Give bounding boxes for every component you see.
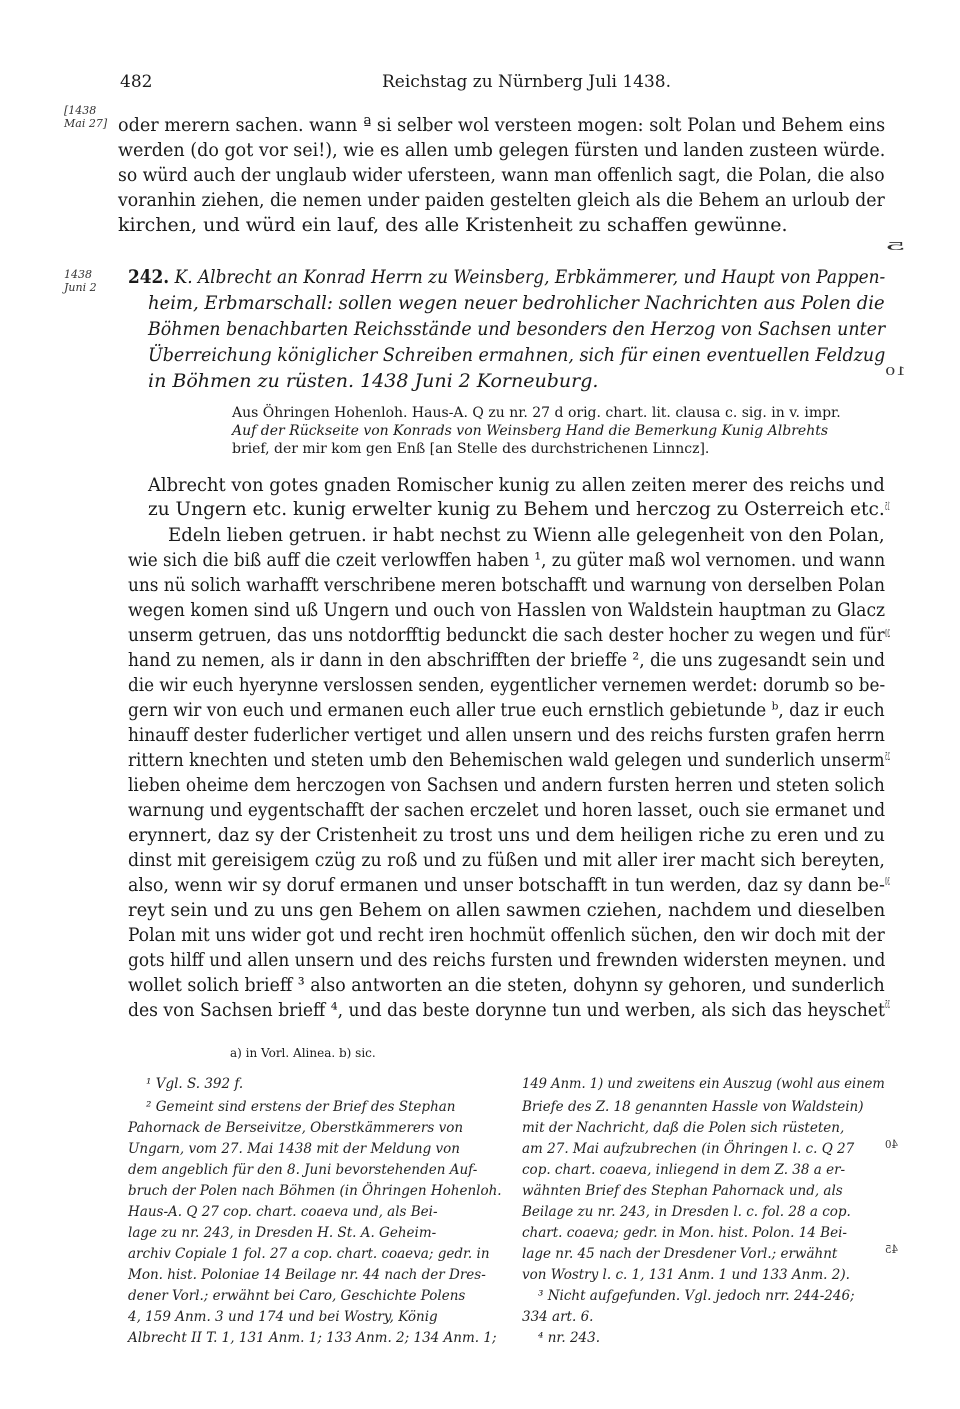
margin-date-line: [1438: [64, 104, 97, 117]
line-number: 10: [885, 365, 906, 378]
line-number: 25: [885, 750, 890, 763]
footnote-line: Ungarn, vom 27. Mai 1438 mit der Meldung von: [128, 1141, 460, 1157]
heading-line: heim, Erbmarschall: sollen wegen neuer bedrohlicher Nachrichten aus Polen die: [148, 292, 885, 314]
footnote-line: wähnten Brief des Stephan Pahornack und, als: [522, 1183, 843, 1199]
text-line: hand zu nemen, als ir dann in den abschrifften der brieffe ², die uns zugesandt sein und: [128, 649, 886, 671]
footnote-line: ⁴ nr. 243.: [538, 1330, 601, 1346]
footnote-line: am 27. Mai aufzubrechen (in Öhringen l. c. Q 27: [522, 1141, 855, 1157]
margin-date-note: [64, 104, 107, 130]
line-number: 20: [885, 627, 890, 640]
text-line: wollet solich brieff ³ also antworten an die steten, dohynn sy gehoren, und sunderlich: [128, 974, 885, 996]
text-line: also, wenn wir sy doruf ermanen und unser botschafft in tun werden, daz sy dann be-: [128, 874, 885, 896]
footnote-line: Briefe des Z. 18 genannten Hassle von Waldstein): [522, 1099, 864, 1115]
footnote-line: ² Gemeint sind erstens der Brief des Stephan: [146, 1099, 456, 1115]
footnote-line: 149 Anm. 1) und zweitens ein Auszug (wohl aus einem: [522, 1076, 885, 1092]
line-number: 45: [884, 1243, 898, 1256]
text-line: wegen komen sind uß Ungern und ouch von Hasslen von Waldstein hauptman zu Glacz: [128, 599, 886, 621]
text-line: unserm getruen, das uns notdorfftig bedunckt die sach dester hocher zu wegen und für: [128, 624, 885, 646]
margin-date-line: Juni 2: [64, 281, 97, 294]
text-line: oder merern sachen. wann ª si selber wol versteen mogen: solt Polan und Behem eins: [118, 114, 886, 136]
heading-line: Überreichung königlicher Schreiben ermahnen, sich für einen eventuellen Feldzug: [148, 344, 886, 366]
text-line: warnung und eygentschafft der sachen erczelet und horen lasset, ouch sie ermanet und: [128, 799, 886, 821]
text-line: gern wir von euch und ermanen euch aller true euch ernstlich gebietunde ᵇ, daz ir euch: [128, 699, 885, 721]
footnote-line: 334 art. 6.: [522, 1309, 594, 1325]
footnote-line: 4, 159 Anm. 3 und 174 und bei Wostry, König: [128, 1309, 438, 1325]
footnote-line: ¹ Vgl. S. 392 f.: [146, 1076, 244, 1092]
footnote-line: Pahornack de Berseivitze, Oberstkämmerers von: [128, 1120, 464, 1136]
text-line: voranhin ziehen, die nemen under paiden gestelten gleich als die Behem an urloub der: [118, 189, 885, 211]
text-line: reyt sein und zu uns gen Behem on allen sawmen cziehen, nachdem und dieselben: [128, 899, 886, 921]
footnote-line: dem angeblich für den 8. Juni bevorstehenden Auf-: [128, 1162, 478, 1178]
critical-apparatus: a) in Vorl. Alinea. b) sic.: [230, 1046, 376, 1060]
text-line: des von Sachsen brieff ⁴, und das beste dorynne tun und werben, als sich das heyschet: [128, 999, 885, 1021]
footnote-line: ³ Nicht aufgefunden. Vgl. jedoch nrr. 244-246;: [538, 1288, 855, 1304]
footnote-line: Mon. hist. Poloniae 14 Beilage nr. 44 nach der Dres-: [128, 1267, 486, 1283]
text-line: uns nü solich warhafft verschribene meren botschafft und warnung von derselben Polan: [128, 574, 885, 596]
text-line: Albrecht von gotes gnaden Romischer kunig zu allen zeiten merer des reichs und: [148, 474, 885, 496]
margin-date-line: Mai 27]: [64, 117, 108, 130]
text-line: so würd auch der unglaub wider ufersteen, wann man offenlich sagt, die Polan, die also: [118, 164, 885, 186]
footnote-line: von Wostry l. c. 1, 131 Anm. 1 und 133 Anm. 2).: [522, 1267, 850, 1283]
line-number: 15: [885, 500, 890, 513]
footnote-line: mit der Nachricht, daß die Polen sich rüsteten,: [522, 1120, 845, 1136]
footnote-line: Haus-A. Q 27 cop. chart. coaeva und, als Bei-: [128, 1204, 438, 1220]
footnote-line: lage zu nr. 243, in Dresden H. St. A. Geheim-: [128, 1225, 437, 1241]
text-line: lieben oheime dem herczogen von Sachsen und andern fursten herren und steten solich: [128, 774, 885, 796]
source-note: Auf der Rückseite von Konrads von Weinsberg Hand die Bemerkung Kunig Albrehts: [232, 423, 829, 439]
text-line: kirchen, und würd ein lauf, des alle Kristenheit zu schaffen gewünne.: [118, 214, 788, 236]
margin-date-line: 1438: [64, 268, 92, 281]
footnote-line: cop. chart. coaeva, inliegend in dem Z. 38 a er-: [522, 1162, 846, 1178]
footnote-line: Beilage zu nr. 243, in Dresden l. c. fol. 28 a cop.: [522, 1204, 851, 1220]
source-note: Aus Öhringen Hohenloh. Haus-A. Q zu nr. 27 d orig. chart. lit. clausa c. sig. in v. impr.: [232, 405, 841, 421]
line-number: 40: [884, 1138, 898, 1151]
footnote-line: dener Vorl.; erwähnt bei Caro, Geschichte Polens: [128, 1288, 466, 1304]
text-line: zu Ungern etc. kunig erwelter kunig zu Behem und herczog zu Osterreich etc.: [148, 498, 885, 520]
line-number: 5: [885, 240, 906, 253]
footnote-line: bruch der Polen nach Böhmen (in Öhringen Hohenloh.: [128, 1183, 502, 1199]
footnote-line: lage nr. 45 nach der Dresdener Vorl.; erwähnt: [522, 1246, 838, 1262]
footnote-line: chart. coaeva; gedr. in Mon. hist. Polon. 14 Bei-: [522, 1225, 847, 1241]
line-number: 30: [885, 875, 890, 888]
text-line: die wir euch hyerynne verslossen senden, eygentlicher vernemen werdet: dorumb so be-: [128, 674, 886, 696]
text-line: hinauff dester fuderlicher vertiget und allen unsern und des reichs fursten grafen herrn: [128, 724, 885, 746]
heading-line: in Böhmen zu rüsten. 1438 Juni 2 Korneuburg.: [148, 370, 599, 392]
line-number: 35: [885, 998, 890, 1011]
text-line: gots hilff und allen unsern und des reichs fursten und frewnden widersten meynen. und: [128, 949, 886, 971]
text-line: Polan mit uns wider got und recht iren hochmüt offenlich süchen, den wir doch mit der: [128, 924, 885, 946]
source-note: brief, der mir kom gen Enß [an Stelle des durchstrichenen Linncz].: [232, 441, 710, 457]
text-line: dinst mit gereisigem czüg zu roß und zu füßen und mit aller irer macht sich bereyten,: [128, 849, 885, 871]
footnote-line: Albrecht II T. 1, 131 Anm. 1; 133 Anm. 2; 134 Anm. 1;: [128, 1330, 497, 1346]
footnote-line: archiv Copiale 1 fol. 27 a cop. chart. coaeva; gedr. in: [128, 1246, 490, 1262]
document-heading-first-line: [128, 266, 885, 288]
text-line: werden (do got vor sei!), wie es allen umb gelegen fürsten und landen zusteen würde.: [118, 139, 886, 161]
page-number: 482: [120, 72, 153, 92]
text-line: wie sich die biß auff die czeit verlowffen haben ¹, zu güter maß wol vernomen. und wann: [128, 549, 886, 571]
margin-date-note: [64, 268, 97, 294]
heading-line: Böhmen benachbarten Reichsstände und besonders den Herzog von Sachsen unter: [148, 318, 886, 340]
text-line: rittern knechten und steten umb den Behemischen wald gelegen und sunderlich unserm: [128, 749, 885, 771]
heading-line: K. Albrecht an Konrad Herrn zu Weinsberg, Erbkämmerer, und Haupt von Pappen-: [174, 266, 886, 288]
document-number: 242.: [128, 266, 170, 288]
text-line: erynnert, daz sy der Cristenheit zu trost uns und dem heiligen riche zu eren und zu: [128, 824, 885, 846]
running-title: Reichstag zu Nürnberg Juli 1438.: [382, 72, 672, 92]
text-line: Edeln lieben getruen. ir habt nechst zu Wienn alle gelegenheit von den Polan,: [168, 524, 885, 546]
